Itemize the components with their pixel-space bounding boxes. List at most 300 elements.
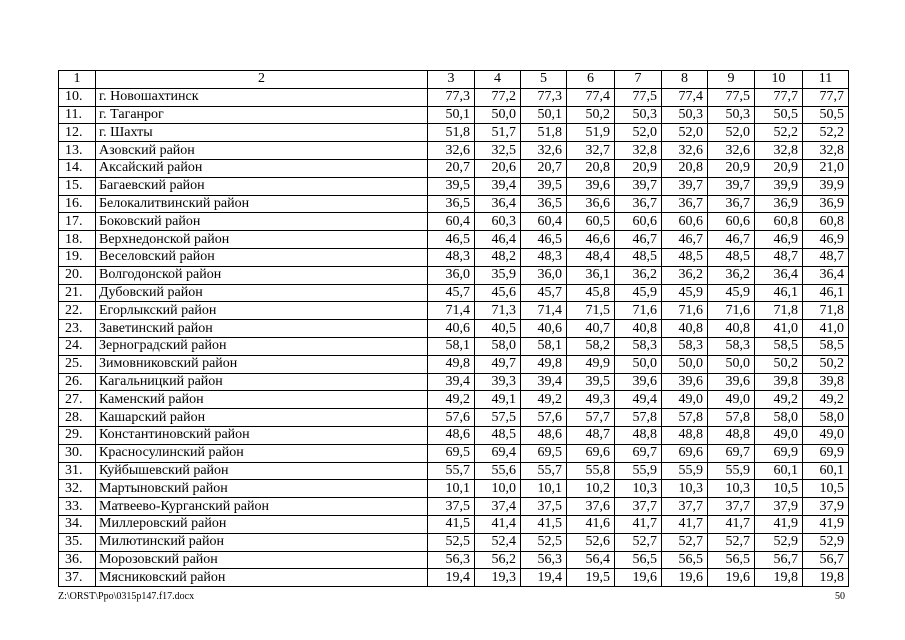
value-cell: 58,3: [615, 337, 662, 355]
value-cell: 49,2: [521, 391, 567, 409]
value-cell: 19,3: [475, 569, 521, 587]
value-cell: 48,7: [803, 248, 849, 266]
value-cell: 50,2: [567, 106, 615, 124]
value-cell: 45,7: [428, 284, 475, 302]
value-cell: 55,7: [521, 462, 567, 480]
value-cell: 50,0: [662, 355, 708, 373]
value-cell: 58,1: [521, 337, 567, 355]
value-cell: 77,4: [662, 88, 708, 106]
district-name: Дубовский район: [96, 284, 428, 302]
value-cell: 58,2: [567, 337, 615, 355]
row-number: 13.: [59, 142, 96, 160]
value-cell: 48,8: [708, 426, 755, 444]
value-cell: 48,8: [662, 426, 708, 444]
value-cell: 51,8: [428, 124, 475, 142]
value-cell: 19,5: [567, 569, 615, 587]
column-header: 2: [96, 71, 428, 89]
value-cell: 32,6: [708, 142, 755, 160]
row-number: 29.: [59, 426, 96, 444]
value-cell: 37,9: [755, 498, 803, 516]
value-cell: 32,7: [567, 142, 615, 160]
row-number: 12.: [59, 124, 96, 142]
value-cell: 32,8: [755, 142, 803, 160]
value-cell: 32,8: [803, 142, 849, 160]
value-cell: 60,1: [803, 462, 849, 480]
value-cell: 57,6: [428, 409, 475, 427]
district-name: Зимовниковский район: [96, 355, 428, 373]
value-cell: 51,8: [521, 124, 567, 142]
value-cell: 40,6: [428, 320, 475, 338]
value-cell: 71,5: [567, 302, 615, 320]
value-cell: 60,6: [615, 213, 662, 231]
value-cell: 52,9: [803, 533, 849, 551]
value-cell: 48,5: [615, 248, 662, 266]
value-cell: 39,3: [475, 373, 521, 391]
value-cell: 36,2: [662, 266, 708, 284]
value-cell: 39,5: [567, 373, 615, 391]
district-name: Верхнедонской район: [96, 231, 428, 249]
value-cell: 50,5: [755, 106, 803, 124]
header-row: [59, 71, 849, 89]
table-row: [59, 569, 849, 587]
table-row: [59, 177, 849, 195]
value-cell: 46,5: [521, 231, 567, 249]
column-header: 3: [428, 71, 475, 89]
table-row: [59, 355, 849, 373]
value-cell: 10,5: [755, 480, 803, 498]
value-cell: 71,3: [475, 302, 521, 320]
column-header: 5: [521, 71, 567, 89]
value-cell: 46,7: [708, 231, 755, 249]
value-cell: 69,6: [662, 444, 708, 462]
value-cell: 10,2: [567, 480, 615, 498]
value-cell: 45,8: [567, 284, 615, 302]
value-cell: 10,1: [428, 480, 475, 498]
district-name: Егорлыкский район: [96, 302, 428, 320]
district-name: Багаевский район: [96, 177, 428, 195]
value-cell: 46,1: [755, 284, 803, 302]
value-cell: 46,6: [567, 231, 615, 249]
table-row: [59, 480, 849, 498]
district-name: Константиновский район: [96, 426, 428, 444]
value-cell: 49,4: [615, 391, 662, 409]
value-cell: 77,7: [803, 88, 849, 106]
table-row: [59, 266, 849, 284]
value-cell: 57,8: [615, 409, 662, 427]
value-cell: 48,6: [521, 426, 567, 444]
table-row: [59, 409, 849, 427]
value-cell: 36,7: [662, 195, 708, 213]
value-cell: 60,6: [662, 213, 708, 231]
value-cell: 49,0: [708, 391, 755, 409]
district-name: Мясниковский район: [96, 569, 428, 587]
value-cell: 48,7: [567, 426, 615, 444]
district-name: Милютинский район: [96, 533, 428, 551]
value-cell: 52,7: [662, 533, 708, 551]
value-cell: 37,4: [475, 498, 521, 516]
value-cell: 58,0: [475, 337, 521, 355]
table-row: [59, 213, 849, 231]
value-cell: 48,2: [475, 248, 521, 266]
value-cell: 40,8: [615, 320, 662, 338]
table-row: [59, 320, 849, 338]
value-cell: 36,0: [428, 266, 475, 284]
value-cell: 37,9: [803, 498, 849, 516]
value-cell: 49,8: [521, 355, 567, 373]
value-cell: 36,7: [708, 195, 755, 213]
value-cell: 58,0: [803, 409, 849, 427]
value-cell: 41,5: [521, 515, 567, 533]
value-cell: 39,7: [615, 177, 662, 195]
district-name: Аксайский район: [96, 159, 428, 177]
value-cell: 36,2: [615, 266, 662, 284]
district-name: Кагальницкий район: [96, 373, 428, 391]
value-cell: 40,5: [475, 320, 521, 338]
value-cell: 60,8: [755, 213, 803, 231]
row-number: 31.: [59, 462, 96, 480]
value-cell: 37,7: [662, 498, 708, 516]
column-header: 1: [59, 71, 96, 89]
value-cell: 10,1: [521, 480, 567, 498]
value-cell: 19,6: [615, 569, 662, 587]
row-number: 10.: [59, 88, 96, 106]
value-cell: 36,1: [567, 266, 615, 284]
district-name: Матвеево-Курганский район: [96, 498, 428, 516]
value-cell: 71,8: [803, 302, 849, 320]
value-cell: 40,6: [521, 320, 567, 338]
table-body: [59, 88, 849, 586]
value-cell: 50,2: [755, 355, 803, 373]
data-table: [58, 70, 849, 587]
value-cell: 41,7: [708, 515, 755, 533]
value-cell: 71,4: [521, 302, 567, 320]
table-row: [59, 426, 849, 444]
value-cell: 69,5: [521, 444, 567, 462]
district-name: г. Новошахтинск: [96, 88, 428, 106]
value-cell: 56,5: [615, 551, 662, 569]
value-cell: 52,7: [708, 533, 755, 551]
value-cell: 52,0: [615, 124, 662, 142]
value-cell: 49,2: [755, 391, 803, 409]
value-cell: 49,0: [803, 426, 849, 444]
value-cell: 69,4: [475, 444, 521, 462]
value-cell: 10,3: [662, 480, 708, 498]
value-cell: 56,3: [521, 551, 567, 569]
value-cell: 58,1: [428, 337, 475, 355]
value-cell: 49,3: [567, 391, 615, 409]
value-cell: 32,6: [521, 142, 567, 160]
value-cell: 36,5: [521, 195, 567, 213]
table-row: [59, 88, 849, 106]
value-cell: 45,7: [521, 284, 567, 302]
value-cell: 57,6: [521, 409, 567, 427]
value-cell: 58,5: [755, 337, 803, 355]
value-cell: 10,0: [475, 480, 521, 498]
value-cell: 39,5: [521, 177, 567, 195]
value-cell: 21,0: [803, 159, 849, 177]
table-row: [59, 106, 849, 124]
row-number: 32.: [59, 480, 96, 498]
row-number: 33.: [59, 498, 96, 516]
row-number: 19.: [59, 248, 96, 266]
value-cell: 56,4: [567, 551, 615, 569]
value-cell: 39,8: [755, 373, 803, 391]
district-name: Веселовский район: [96, 248, 428, 266]
row-number: 28.: [59, 409, 96, 427]
value-cell: 71,6: [708, 302, 755, 320]
value-cell: 49,2: [428, 391, 475, 409]
value-cell: 56,3: [428, 551, 475, 569]
value-cell: 55,9: [662, 462, 708, 480]
table-row: [59, 248, 849, 266]
district-name: Заветинский район: [96, 320, 428, 338]
value-cell: 52,0: [662, 124, 708, 142]
value-cell: 57,5: [475, 409, 521, 427]
value-cell: 39,6: [708, 373, 755, 391]
table-row: [59, 337, 849, 355]
column-header: 9: [708, 71, 755, 89]
value-cell: 36,4: [755, 266, 803, 284]
value-cell: 19,6: [662, 569, 708, 587]
row-number: 17.: [59, 213, 96, 231]
value-cell: 36,4: [803, 266, 849, 284]
row-number: 26.: [59, 373, 96, 391]
value-cell: 45,9: [708, 284, 755, 302]
row-number: 15.: [59, 177, 96, 195]
table-row: [59, 391, 849, 409]
value-cell: 19,8: [803, 569, 849, 587]
value-cell: 55,8: [567, 462, 615, 480]
value-cell: 36,6: [567, 195, 615, 213]
value-cell: 50,0: [475, 106, 521, 124]
value-cell: 49,2: [803, 391, 849, 409]
value-cell: 50,0: [708, 355, 755, 373]
value-cell: 60,4: [428, 213, 475, 231]
value-cell: 50,1: [521, 106, 567, 124]
value-cell: 52,6: [567, 533, 615, 551]
table-row: [59, 302, 849, 320]
value-cell: 48,8: [615, 426, 662, 444]
table-row: [59, 515, 849, 533]
value-cell: 40,8: [662, 320, 708, 338]
value-cell: 40,7: [567, 320, 615, 338]
district-name: Зерноградский район: [96, 337, 428, 355]
value-cell: 45,9: [615, 284, 662, 302]
value-cell: 56,7: [803, 551, 849, 569]
table-row: [59, 498, 849, 516]
value-cell: 48,7: [755, 248, 803, 266]
value-cell: 52,4: [475, 533, 521, 551]
table-row: [59, 142, 849, 160]
value-cell: 50,1: [428, 106, 475, 124]
district-name: Красносулинский район: [96, 444, 428, 462]
table-row: [59, 231, 849, 249]
district-name: Белокалитвинский район: [96, 195, 428, 213]
column-header: 10: [755, 71, 803, 89]
value-cell: 77,4: [567, 88, 615, 106]
value-cell: 19,8: [755, 569, 803, 587]
value-cell: 20,8: [662, 159, 708, 177]
value-cell: 52,0: [708, 124, 755, 142]
table-row: [59, 195, 849, 213]
value-cell: 32,5: [475, 142, 521, 160]
value-cell: 45,6: [475, 284, 521, 302]
value-cell: 52,5: [521, 533, 567, 551]
value-cell: 48,3: [428, 248, 475, 266]
value-cell: 50,3: [615, 106, 662, 124]
value-cell: 77,3: [428, 88, 475, 106]
table-row: [59, 551, 849, 569]
value-cell: 60,4: [521, 213, 567, 231]
value-cell: 52,2: [803, 124, 849, 142]
row-number: 30.: [59, 444, 96, 462]
value-cell: 69,7: [708, 444, 755, 462]
value-cell: 56,5: [662, 551, 708, 569]
value-cell: 37,7: [615, 498, 662, 516]
value-cell: 37,5: [428, 498, 475, 516]
value-cell: 48,3: [521, 248, 567, 266]
value-cell: 37,7: [708, 498, 755, 516]
value-cell: 10,5: [803, 480, 849, 498]
value-cell: 57,8: [662, 409, 708, 427]
district-name: Морозовский район: [96, 551, 428, 569]
value-cell: 32,6: [428, 142, 475, 160]
value-cell: 71,4: [428, 302, 475, 320]
value-cell: 46,9: [803, 231, 849, 249]
value-cell: 71,6: [615, 302, 662, 320]
value-cell: 39,4: [521, 373, 567, 391]
district-name: Азовский район: [96, 142, 428, 160]
value-cell: 20,9: [615, 159, 662, 177]
value-cell: 36,2: [708, 266, 755, 284]
value-cell: 37,5: [521, 498, 567, 516]
value-cell: 60,8: [803, 213, 849, 231]
column-header: 8: [662, 71, 708, 89]
table-row: [59, 373, 849, 391]
value-cell: 50,2: [803, 355, 849, 373]
value-cell: 41,0: [803, 320, 849, 338]
row-number: 23.: [59, 320, 96, 338]
value-cell: 37,6: [567, 498, 615, 516]
value-cell: 39,6: [567, 177, 615, 195]
row-number: 18.: [59, 231, 96, 249]
value-cell: 49,9: [567, 355, 615, 373]
value-cell: 36,9: [803, 195, 849, 213]
value-cell: 36,9: [755, 195, 803, 213]
value-cell: 39,8: [803, 373, 849, 391]
row-number: 36.: [59, 551, 96, 569]
value-cell: 48,5: [475, 426, 521, 444]
value-cell: 48,4: [567, 248, 615, 266]
value-cell: 58,0: [755, 409, 803, 427]
value-cell: 71,6: [662, 302, 708, 320]
value-cell: 77,5: [708, 88, 755, 106]
value-cell: 51,9: [567, 124, 615, 142]
district-name: Волгодонской район: [96, 266, 428, 284]
row-number: 16.: [59, 195, 96, 213]
row-number: 34.: [59, 515, 96, 533]
value-cell: 69,9: [803, 444, 849, 462]
value-cell: 69,6: [567, 444, 615, 462]
row-number: 14.: [59, 159, 96, 177]
value-cell: 49,0: [755, 426, 803, 444]
value-cell: 56,5: [708, 551, 755, 569]
value-cell: 48,5: [662, 248, 708, 266]
value-cell: 20,7: [428, 159, 475, 177]
district-name: г. Таганрог: [96, 106, 428, 124]
value-cell: 10,3: [708, 480, 755, 498]
value-cell: 60,5: [567, 213, 615, 231]
value-cell: 77,3: [521, 88, 567, 106]
value-cell: 60,6: [708, 213, 755, 231]
value-cell: 45,9: [662, 284, 708, 302]
value-cell: 32,6: [662, 142, 708, 160]
value-cell: 39,4: [428, 373, 475, 391]
value-cell: 41,0: [755, 320, 803, 338]
district-name: Кашарский район: [96, 409, 428, 427]
row-number: 20.: [59, 266, 96, 284]
value-cell: 57,8: [708, 409, 755, 427]
value-cell: 50,5: [803, 106, 849, 124]
value-cell: 36,4: [475, 195, 521, 213]
district-name: Боковский район: [96, 213, 428, 231]
value-cell: 48,5: [708, 248, 755, 266]
value-cell: 20,9: [708, 159, 755, 177]
table-row: [59, 124, 849, 142]
value-cell: 50,3: [662, 106, 708, 124]
value-cell: 39,7: [662, 177, 708, 195]
column-header: 4: [475, 71, 521, 89]
row-number: 21.: [59, 284, 96, 302]
table-row: [59, 284, 849, 302]
value-cell: 39,5: [428, 177, 475, 195]
value-cell: 39,6: [662, 373, 708, 391]
value-cell: 55,9: [708, 462, 755, 480]
value-cell: 41,6: [567, 515, 615, 533]
row-number: 25.: [59, 355, 96, 373]
value-cell: 41,9: [803, 515, 849, 533]
column-header: 7: [615, 71, 662, 89]
value-cell: 32,8: [615, 142, 662, 160]
value-cell: 49,0: [662, 391, 708, 409]
value-cell: 41,5: [428, 515, 475, 533]
value-cell: 10,3: [615, 480, 662, 498]
footer-file-path: Z:\ORST\Ppo\0315p147.f17.docx: [58, 591, 195, 602]
value-cell: 52,2: [755, 124, 803, 142]
value-cell: 36,0: [521, 266, 567, 284]
value-cell: 58,3: [662, 337, 708, 355]
value-cell: 77,2: [475, 88, 521, 106]
value-cell: 40,8: [708, 320, 755, 338]
value-cell: 46,1: [803, 284, 849, 302]
value-cell: 39,4: [475, 177, 521, 195]
value-cell: 69,7: [615, 444, 662, 462]
value-cell: 41,4: [475, 515, 521, 533]
value-cell: 50,3: [708, 106, 755, 124]
row-number: 11.: [59, 106, 96, 124]
row-number: 35.: [59, 533, 96, 551]
value-cell: 46,7: [662, 231, 708, 249]
table-row: [59, 444, 849, 462]
value-cell: 51,7: [475, 124, 521, 142]
value-cell: 60,3: [475, 213, 521, 231]
value-cell: 58,3: [708, 337, 755, 355]
value-cell: 41,9: [755, 515, 803, 533]
page-number: 50: [835, 591, 845, 602]
district-name: Мартыновский район: [96, 480, 428, 498]
value-cell: 69,9: [755, 444, 803, 462]
table-row: [59, 462, 849, 480]
